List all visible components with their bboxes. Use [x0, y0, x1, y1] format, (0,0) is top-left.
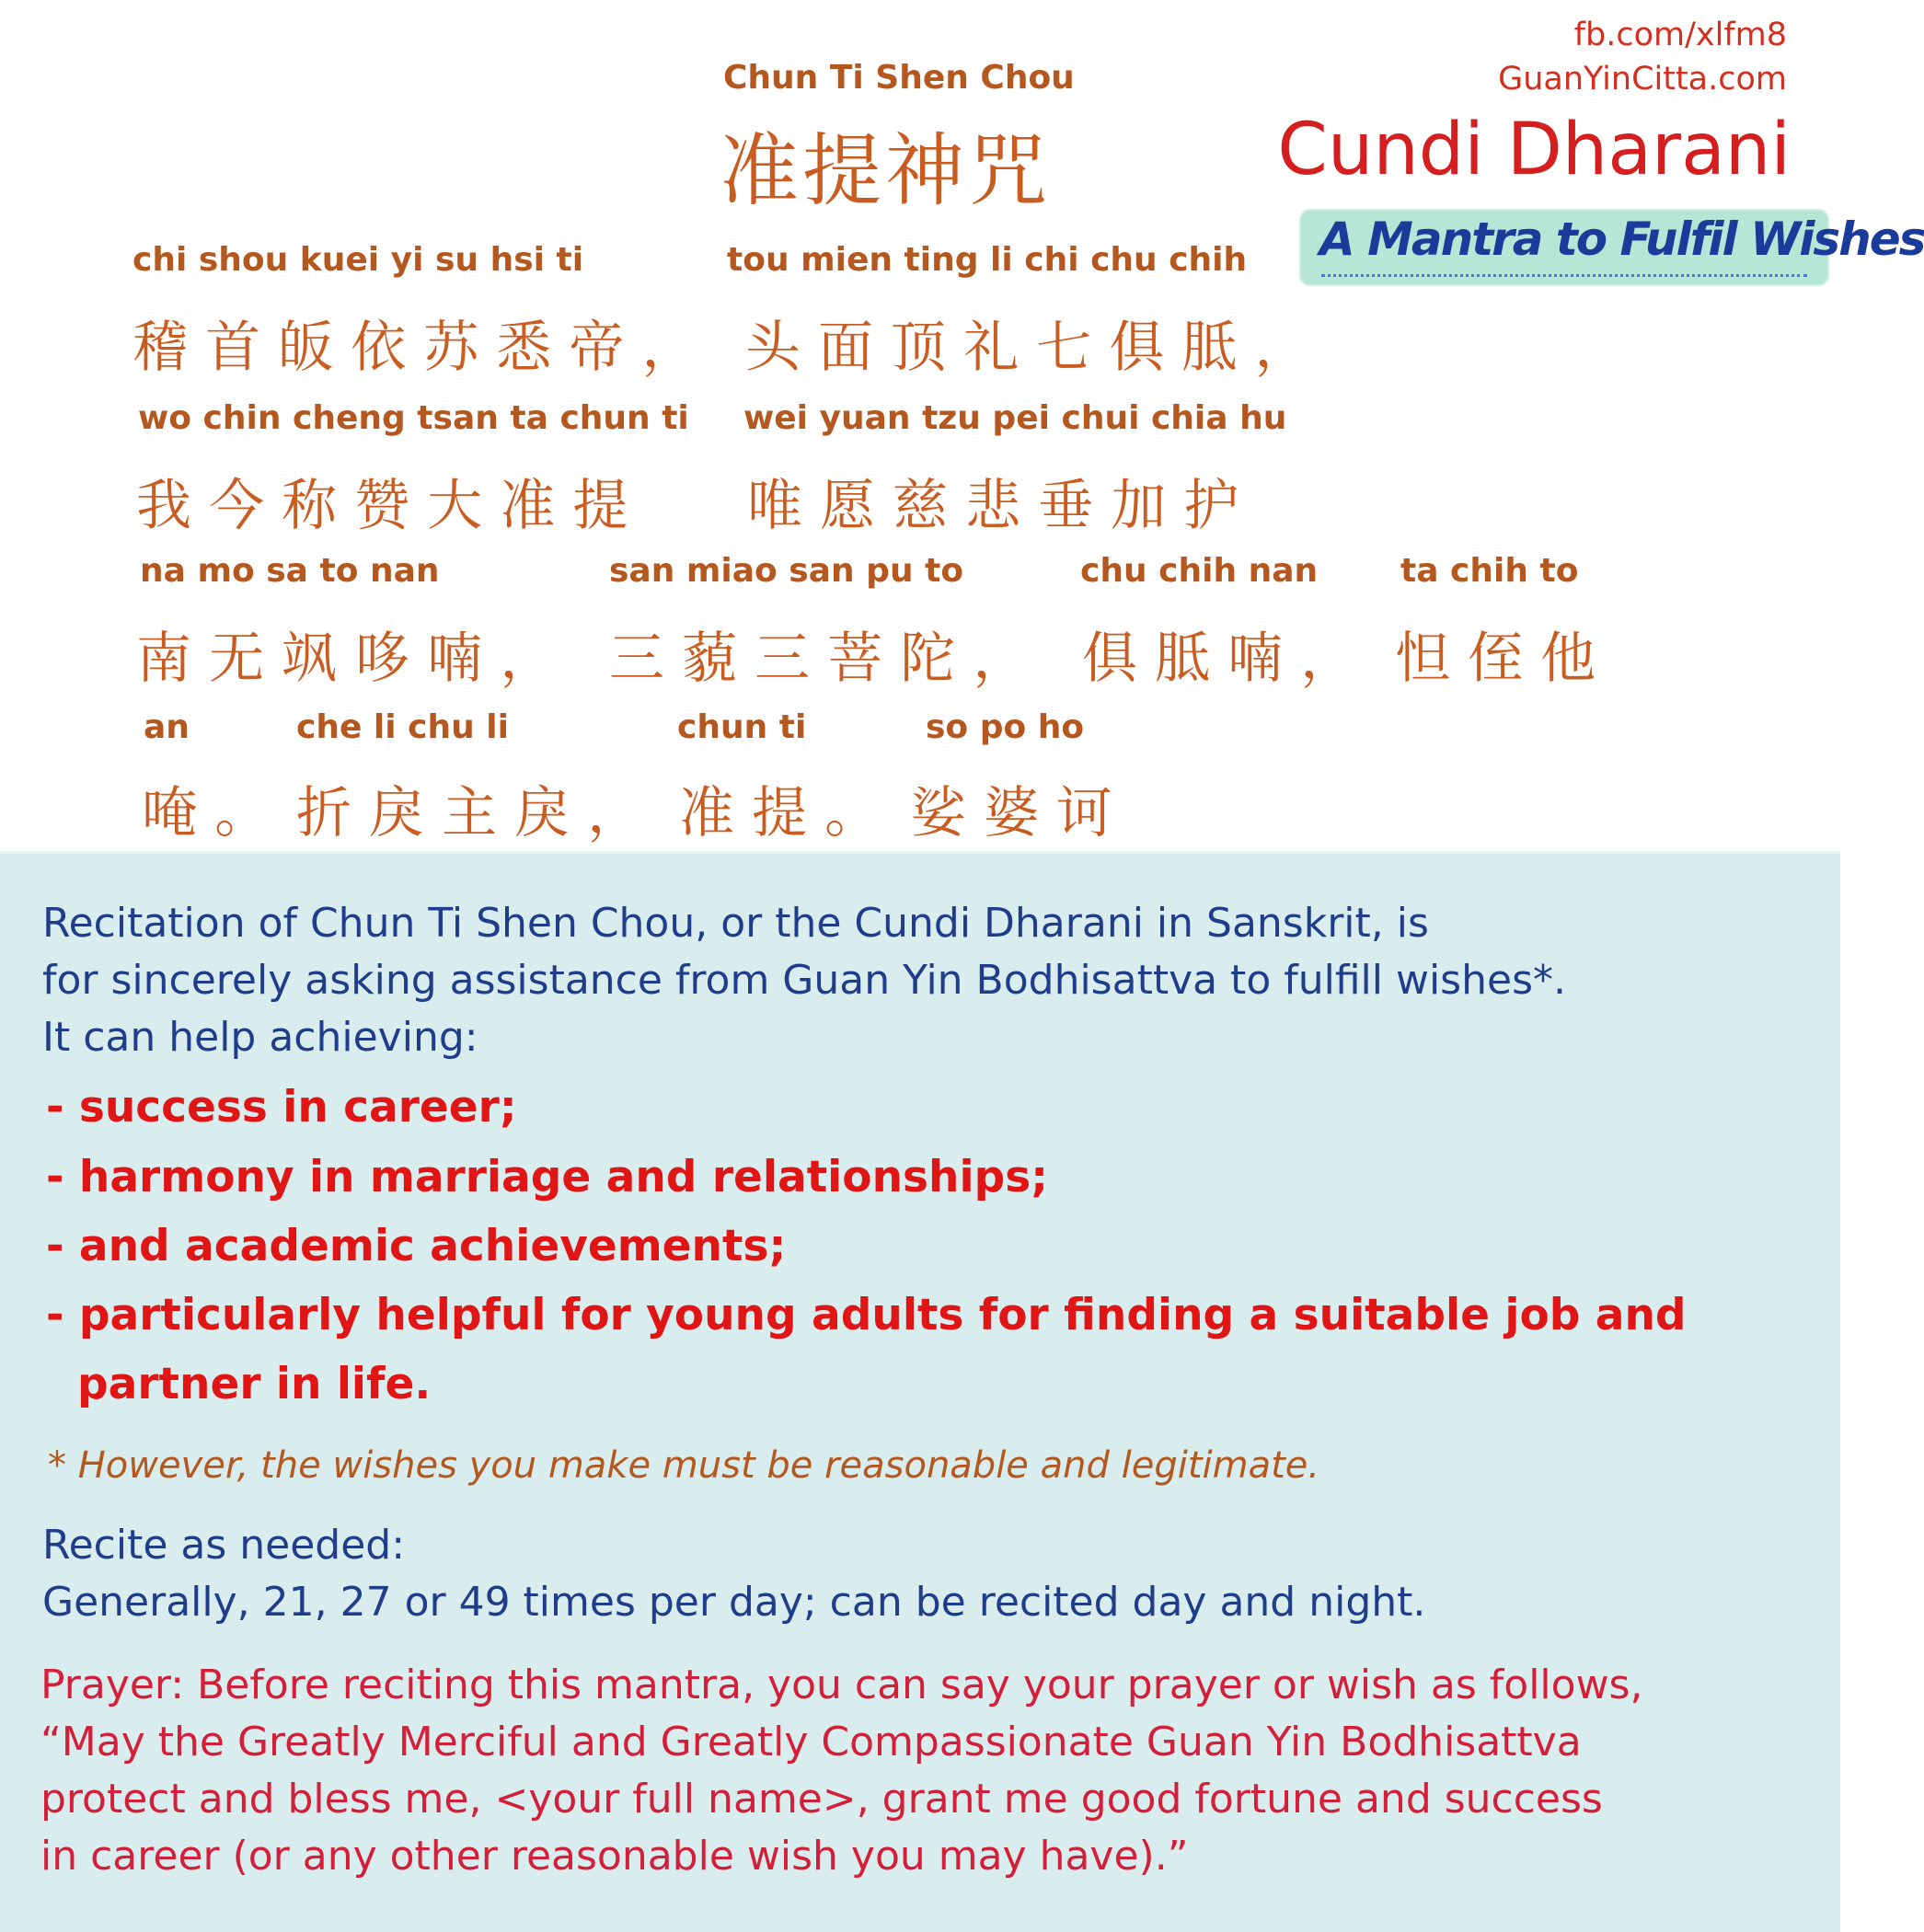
- pinyin-line1-b: tou mien ting li chi chu chih: [727, 241, 1248, 279]
- pinyin-line4-c: chun ti: [677, 708, 807, 746]
- chinese-line2-b: 唯 愿 慈 悲 垂 加 护: [747, 474, 1239, 538]
- pinyin-line3-c: chu chih nan: [1080, 552, 1319, 590]
- mantra-title-english: Chun Ti Shen Chou: [723, 59, 1075, 97]
- prayer-line-1: Prayer: Before reciting this mantra, you can say your prayer or wish as follows,: [40, 1662, 1643, 1708]
- pinyin-line2-b: wei yuan tzu pei chui chia hu: [743, 399, 1287, 437]
- mantra-title-chinese: 准提神咒: [720, 125, 1051, 217]
- benefit-marriage: - harmony in marriage and relationships;: [46, 1152, 1048, 1202]
- website-link[interactable]: GuanYinCitta.com: [1498, 61, 1787, 98]
- chinese-line3-c: 俱 胝 喃 ，: [1082, 627, 1356, 691]
- pinyin-line4-b: che li chu li: [296, 708, 509, 746]
- pinyin-line3-d: ta chih to: [1400, 552, 1579, 590]
- chinese-line4-b: 折 戾 主 戾 ，: [296, 781, 643, 845]
- pinyin-line3-b: san miao san pu to: [609, 552, 964, 590]
- footnote: * However, the wishes you make must be reasonable and legitimate.: [48, 1444, 1320, 1487]
- chinese-line4-c: 准 提 。: [679, 781, 881, 845]
- chinese-line3-d: 怛 侄 他: [1395, 627, 1596, 691]
- banner-text: A Mantra to Fulfil Wishes: [1319, 213, 1924, 266]
- recite-frequency: Generally, 21, 27 or 49 times per day; can be recited day and night.: [42, 1579, 1426, 1626]
- prayer-line-2: “May the Greatly Merciful and Greatly Compassionate Guan Yin Bodhisattva: [40, 1719, 1582, 1765]
- pinyin-line4-d: so po ho: [926, 708, 1085, 746]
- chinese-line4-a: 唵 。: [142, 781, 271, 845]
- benefit-academic: - and academic achievements;: [46, 1221, 787, 1271]
- banner-dotted-line: [1321, 274, 1807, 277]
- benefit-career: - success in career;: [46, 1082, 517, 1133]
- facebook-link[interactable]: fb.com/xlfm8: [1573, 17, 1787, 53]
- prayer-line-4: in career (or any other reasonable wish you may have).”: [40, 1833, 1189, 1880]
- chinese-line4-d: 娑 婆 诃: [911, 781, 1112, 845]
- intro-line-2: for sincerely asking assistance from Guan Yin Bodhisattva to fulfill wishes*.: [42, 957, 1566, 1004]
- benefit-young-adults-cont: partner in life.: [77, 1359, 432, 1409]
- intro-line-3: It can help achieving:: [42, 1014, 478, 1061]
- intro-line-1: Recitation of Chun Ti Shen Chou, or the Cundi Dharani in Sanskrit, is: [42, 900, 1429, 947]
- prayer-line-3: protect and bless me, <your full name>, grant me good fortune and success: [40, 1776, 1603, 1823]
- recite-heading: Recite as needed:: [42, 1522, 406, 1569]
- chinese-line2-a: 我 今 称 赞 大 准 提: [136, 474, 628, 538]
- chinese-line3-a: 南 无 飒 哆 喃 ，: [136, 627, 556, 691]
- chinese-line1-b: 头 面 顶 礼 七 俱 胝 ，: [745, 316, 1310, 380]
- pinyin-line1-a: chi shou kuei yi su hsi ti: [132, 241, 584, 279]
- pinyin-line3-a: na mo sa to nan: [140, 552, 440, 590]
- pinyin-line2-a: wo chin cheng tsan ta chun ti: [138, 399, 689, 437]
- chinese-line1-a: 稽 首 皈 依 苏 悉 帝 ，: [132, 316, 697, 380]
- benefit-young-adults: - particularly helpful for young adults for finding a suitable job and: [46, 1290, 1687, 1340]
- cundi-dharani-title: Cundi Dharani: [1277, 109, 1791, 191]
- pinyin-line4-a: an: [144, 708, 190, 746]
- wishes-banner: [1299, 209, 1924, 286]
- chinese-line3-b: 三 藐 三 菩 陀 ，: [609, 627, 1029, 691]
